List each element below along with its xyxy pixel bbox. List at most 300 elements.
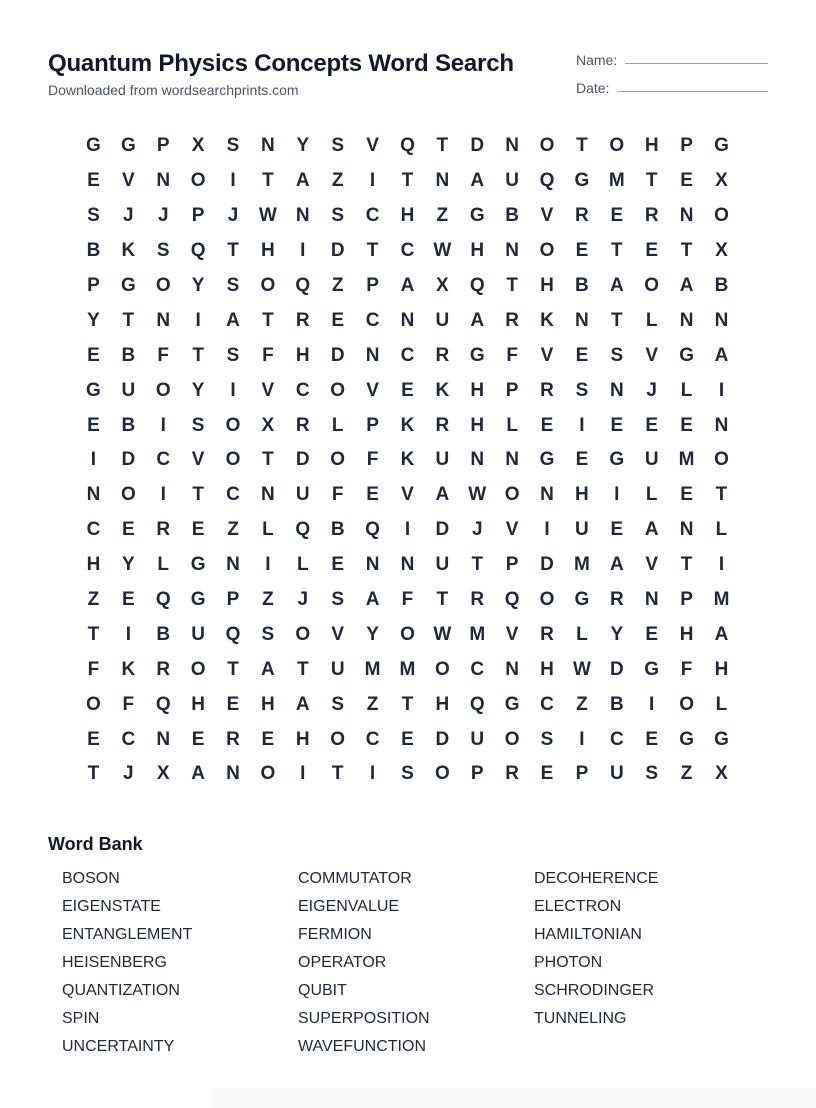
grid-letter[interactable]: E [575,240,589,262]
grid-letter[interactable]: G [469,205,485,227]
grid-letter[interactable]: N [714,309,729,331]
grid-letter[interactable]: M [364,658,381,680]
grid-letter[interactable]: C [609,728,624,750]
grid-letter[interactable]: U [575,519,589,541]
grid-letter[interactable]: S [540,728,554,750]
grid-letter[interactable]: H [295,344,310,366]
grid-letter[interactable]: N [505,658,519,680]
grid-letter[interactable]: E [87,344,100,366]
grid-letter[interactable]: Z [331,275,344,296]
grid-letter[interactable]: M [469,623,486,645]
grid-letter[interactable]: A [400,275,415,296]
grid-letter[interactable]: O [434,763,450,785]
grid-letter[interactable]: E [226,693,240,715]
grid-letter[interactable]: X [436,275,449,296]
grid-letter[interactable]: N [226,554,240,576]
grid-letter[interactable]: J [123,763,134,785]
grid-letter[interactable]: R [575,205,589,227]
grid-letter[interactable]: T [262,449,274,471]
grid-letter[interactable]: O [260,275,276,296]
grid-letter[interactable]: V [540,205,554,227]
grid-letter[interactable]: J [471,519,483,541]
grid-letter[interactable]: S [610,344,624,366]
grid-letter[interactable]: O [260,763,276,785]
date-line[interactable] [617,90,768,92]
grid-letter[interactable]: I [614,484,620,506]
grid-letter[interactable]: U [191,623,205,645]
grid-letter[interactable]: D [435,519,450,541]
grid-letter[interactable]: O [714,449,729,471]
grid-letter[interactable]: K [435,379,450,401]
grid-letter[interactable]: I [230,170,236,192]
grid-letter[interactable]: P [226,589,240,611]
grid-letter[interactable]: E [87,728,100,750]
grid-letter[interactable]: T [227,658,239,680]
grid-letter[interactable]: E [680,414,693,436]
grid-letter[interactable]: Q [295,275,311,296]
grid-letter[interactable]: B [609,693,624,715]
grid-letter[interactable]: Q [504,589,520,611]
grid-letter[interactable]: S [87,205,100,227]
grid-letter[interactable]: H [400,205,415,227]
grid-letter[interactable]: X [156,763,170,785]
grid-letter[interactable]: O [190,658,206,680]
grid-letter[interactable]: F [506,344,518,366]
grid-letter[interactable]: T [87,763,100,785]
grid-letter[interactable]: R [609,589,624,611]
grid-letter[interactable]: N [400,554,415,576]
grid-letter[interactable]: N [679,205,694,227]
grid-letter[interactable]: D [609,658,624,680]
grid-letter[interactable]: N [156,728,171,750]
grid-letter[interactable]: M [678,449,695,471]
grid-letter[interactable]: S [226,344,240,366]
grid-letter[interactable]: O [679,693,694,715]
grid-letter[interactable]: I [718,554,725,576]
grid-letter[interactable]: L [576,623,588,645]
grid-letter[interactable]: X [715,240,728,262]
grid-letter[interactable]: P [87,275,100,296]
name-field[interactable] [576,48,768,68]
grid-letter[interactable]: G [120,135,136,157]
grid-letter[interactable]: N [86,484,101,506]
grid-letter[interactable]: F [87,658,100,680]
grid-letter[interactable]: V [505,623,519,645]
grid-letter[interactable]: O [86,693,101,715]
grid-letter[interactable]: T [715,484,728,506]
grid-letter[interactable]: X [191,135,205,157]
grid-letter[interactable]: T [401,170,414,192]
grid-letter[interactable]: U [435,309,450,331]
grid-letter[interactable]: X [261,414,275,436]
grid-letter[interactable]: A [644,519,659,541]
grid-letter[interactable]: T [122,309,135,331]
grid-letter[interactable]: A [714,623,729,645]
grid-letter[interactable]: Q [469,693,485,715]
grid-letter[interactable]: Y [296,135,310,157]
grid-letter[interactable]: N [156,309,171,331]
grid-letter[interactable]: L [331,414,344,436]
grid-letter[interactable]: V [401,484,414,506]
grid-letter[interactable]: O [539,135,555,157]
grid-letter[interactable]: N [400,309,415,331]
grid-letter[interactable]: M [399,658,416,680]
grid-letter[interactable]: B [505,205,519,227]
grid-letter[interactable]: V [191,449,205,471]
grid-letter[interactable]: L [715,693,728,715]
grid-letter[interactable]: E [540,763,554,785]
grid-letter[interactable]: Z [331,170,344,192]
grid-letter[interactable]: C [121,728,136,750]
grid-letter[interactable]: G [190,589,206,611]
grid-letter[interactable]: J [227,205,239,227]
grid-letter[interactable]: P [470,763,484,785]
grid-letter[interactable]: B [714,275,729,296]
grid-letter[interactable]: R [295,309,310,331]
grid-letter[interactable]: N [365,554,380,576]
grid-letter[interactable]: I [195,309,201,331]
grid-letter[interactable]: H [644,135,659,157]
grid-letter[interactable]: D [330,240,345,262]
grid-letter[interactable]: G [120,275,136,296]
grid-letter[interactable]: S [331,693,345,715]
grid-letter[interactable]: L [262,519,274,541]
grid-letter[interactable]: T [87,623,100,645]
grid-letter[interactable]: B [86,240,101,262]
grid-letter[interactable]: H [540,658,554,680]
grid-letter[interactable]: C [365,309,380,331]
grid-letter[interactable]: V [366,379,379,401]
grid-letter[interactable]: R [435,414,450,436]
grid-letter[interactable]: L [157,554,170,576]
grid-letter[interactable]: C [400,240,415,262]
grid-letter[interactable]: D [121,449,136,471]
grid-letter[interactable]: G [469,344,485,366]
grid-letter[interactable]: R [470,589,485,611]
grid-letter[interactable]: B [121,414,136,436]
grid-letter[interactable]: L [645,484,658,506]
grid-letter[interactable]: E [121,519,135,541]
grid-letter[interactable]: Z [262,589,274,611]
grid-letter[interactable]: H [470,379,485,401]
grid-letter[interactable]: C [365,728,380,750]
grid-letter[interactable]: W [433,623,452,645]
name-line[interactable] [625,62,768,64]
grid-letter[interactable]: N [295,205,310,227]
grid-letter[interactable]: T [611,309,623,331]
grid-letter[interactable]: N [505,135,519,157]
grid-letter[interactable]: T [645,170,658,192]
grid-letter[interactable]: B [575,275,589,296]
grid-letter[interactable]: T [296,658,309,680]
grid-letter[interactable]: I [369,170,376,192]
grid-letter[interactable]: T [506,275,518,296]
grid-letter[interactable]: D [540,554,554,576]
grid-letter[interactable]: P [505,379,519,401]
date-field[interactable] [576,76,768,96]
grid-letter[interactable]: R [156,519,171,541]
grid-letter[interactable]: C [540,693,554,715]
grid-letter[interactable]: D [470,135,485,157]
grid-letter[interactable]: H [470,414,485,436]
grid-letter[interactable]: I [300,240,306,262]
grid-letter[interactable]: V [645,554,659,576]
grid-letter[interactable]: H [435,693,450,715]
grid-letter[interactable]: P [156,135,170,157]
grid-letter[interactable]: A [191,763,205,785]
grid-letter[interactable]: W [468,484,487,506]
grid-letter[interactable]: M [713,589,730,611]
grid-letter[interactable]: C [226,484,240,506]
grid-letter[interactable]: T [366,240,379,262]
grid-letter[interactable]: I [718,379,725,401]
grid-letter[interactable]: I [265,554,271,576]
grid-letter[interactable]: Q [469,275,485,296]
grid-letter[interactable]: R [644,205,659,227]
grid-letter[interactable]: R [156,658,171,680]
grid-letter[interactable]: E [610,414,624,436]
grid-letter[interactable]: P [505,554,519,576]
grid-letter[interactable]: N [261,484,275,506]
grid-letter[interactable]: U [470,728,485,750]
grid-letter[interactable]: J [297,589,309,611]
grid-letter[interactable]: P [366,414,379,436]
grid-letter[interactable]: T [262,309,274,331]
grid-letter[interactable]: F [122,693,135,715]
grid-letter[interactable]: H [295,728,310,750]
grid-letter[interactable]: I [160,484,166,506]
grid-letter[interactable]: R [540,623,554,645]
grid-letter[interactable]: K [540,309,554,331]
grid-letter[interactable]: I [649,693,655,715]
grid-letter[interactable]: O [295,623,311,645]
grid-letter[interactable]: B [121,344,136,366]
grid-letter[interactable]: E [401,379,414,401]
grid-letter[interactable]: F [401,589,414,611]
grid-letter[interactable]: O [539,240,555,262]
grid-letter[interactable]: O [225,414,241,436]
grid-letter[interactable]: C [295,379,310,401]
grid-letter[interactable]: S [226,275,240,296]
grid-letter[interactable]: Z [680,763,693,785]
grid-letter[interactable]: H [575,484,589,506]
grid-letter[interactable]: T [262,170,274,192]
grid-letter[interactable]: U [644,449,659,471]
grid-letter[interactable]: W [572,658,591,680]
grid-letter[interactable]: O [330,728,346,750]
grid-letter[interactable]: C [156,449,171,471]
grid-letter[interactable]: V [645,344,659,366]
grid-letter[interactable]: S [401,763,414,785]
grid-letter[interactable]: N [540,484,554,506]
grid-letter[interactable]: T [576,135,588,157]
grid-letter[interactable]: Q [155,693,171,715]
grid-letter[interactable]: E [261,728,275,750]
grid-letter[interactable]: N [679,309,694,331]
grid-letter[interactable]: Q [155,589,171,611]
grid-letter[interactable]: K [121,658,136,680]
grid-letter[interactable]: T [611,240,623,262]
grid-letter[interactable]: A [470,309,485,331]
grid-letter[interactable]: O [714,205,729,227]
grid-letter[interactable]: U [121,379,136,401]
grid-letter[interactable]: E [680,484,693,506]
grid-letter[interactable]: Y [121,554,135,576]
grid-letter[interactable]: P [191,205,205,227]
grid-letter[interactable]: I [369,763,376,785]
grid-letter[interactable]: E [540,414,554,436]
grid-letter[interactable]: L [296,554,309,576]
grid-letter[interactable]: V [331,623,345,645]
grid-letter[interactable]: G [86,379,101,401]
grid-letter[interactable]: A [261,658,275,680]
grid-letter[interactable]: A [295,693,310,715]
grid-letter[interactable]: G [574,589,590,611]
grid-letter[interactable]: I [544,519,550,541]
grid-letter[interactable]: R [435,344,450,366]
grid-letter[interactable]: Q [190,240,206,262]
grid-letter[interactable]: E [575,449,589,471]
grid-letter[interactable]: O [504,728,520,750]
grid-letter[interactable]: R [226,728,240,750]
grid-letter[interactable]: G [644,658,660,680]
grid-letter[interactable]: O [120,484,136,506]
grid-letter[interactable]: O [644,275,660,296]
grid-letter[interactable]: A [226,309,240,331]
grid-letter[interactable]: E [121,589,135,611]
grid-letter[interactable]: N [575,309,589,331]
grid-letter[interactable]: P [680,589,693,611]
grid-letter[interactable]: V [540,344,554,366]
grid-letter[interactable]: N [644,589,659,611]
grid-letter[interactable]: C [365,205,380,227]
grid-letter[interactable]: R [505,309,519,331]
grid-letter[interactable]: O [155,275,171,296]
grid-letter[interactable]: F [331,484,344,506]
grid-letter[interactable]: N [714,414,729,436]
grid-letter[interactable]: G [539,449,555,471]
grid-letter[interactable]: G [714,135,729,157]
grid-letter[interactable]: E [191,519,205,541]
grid-letter[interactable]: N [226,763,240,785]
grid-letter[interactable]: U [609,763,624,785]
grid-letter[interactable]: I [160,414,166,436]
grid-letter[interactable]: T [227,240,239,262]
grid-letter[interactable]: C [86,519,101,541]
grid-letter[interactable]: J [123,205,134,227]
grid-letter[interactable]: A [609,275,624,296]
grid-letter[interactable]: Q [400,135,415,157]
grid-letter[interactable]: E [645,728,659,750]
grid-letter[interactable]: U [505,170,519,192]
grid-letter[interactable]: T [471,554,484,576]
grid-letter[interactable]: S [156,240,170,262]
grid-letter[interactable]: Z [227,519,239,541]
grid-letter[interactable]: U [435,449,450,471]
grid-letter[interactable]: E [645,240,659,262]
grid-letter[interactable]: O [609,135,625,157]
grid-letter[interactable]: G [679,728,694,750]
grid-letter[interactable]: O [155,379,171,401]
grid-letter[interactable]: I [230,379,236,401]
grid-letter[interactable]: V [366,135,379,157]
grid-letter[interactable]: E [331,554,345,576]
grid-letter[interactable]: G [679,344,694,366]
grid-letter[interactable]: T [192,344,204,366]
grid-letter[interactable]: A [435,484,450,506]
grid-letter[interactable]: R [505,763,519,785]
grid-letter[interactable]: Z [576,693,588,715]
grid-letter[interactable]: E [331,309,345,331]
grid-letter[interactable]: U [330,658,345,680]
grid-letter[interactable]: L [680,379,693,401]
grid-letter[interactable]: T [401,693,414,715]
grid-letter[interactable]: N [679,519,694,541]
grid-letter[interactable]: H [261,240,275,262]
grid-letter[interactable]: S [261,623,275,645]
grid-letter[interactable]: E [680,170,693,192]
grid-letter[interactable]: I [404,519,411,541]
grid-letter[interactable]: O [190,170,206,192]
grid-letter[interactable]: H [540,275,554,296]
grid-letter[interactable]: F [262,344,274,366]
grid-letter[interactable]: O [539,589,555,611]
grid-letter[interactable]: I [90,449,97,471]
grid-letter[interactable]: I [300,763,306,785]
grid-letter[interactable]: T [436,135,449,157]
grid-letter[interactable]: Z [366,693,379,715]
grid-letter[interactable]: A [470,170,485,192]
grid-letter[interactable]: Y [87,309,100,331]
grid-letter[interactable]: T [331,763,344,785]
grid-letter[interactable]: Y [366,623,379,645]
grid-letter[interactable]: C [400,344,415,366]
grid-letter[interactable]: G [609,449,625,471]
grid-letter[interactable]: E [645,414,659,436]
grid-letter[interactable]: N [365,344,380,366]
grid-letter[interactable]: E [191,728,205,750]
grid-letter[interactable]: N [156,170,171,192]
grid-letter[interactable]: F [680,658,693,680]
grid-letter[interactable]: G [714,728,729,750]
grid-letter[interactable]: F [366,449,379,471]
grid-letter[interactable]: I [125,623,131,645]
grid-letter[interactable]: W [258,205,277,227]
grid-letter[interactable]: P [575,763,589,785]
grid-letter[interactable]: N [505,449,519,471]
grid-letter[interactable]: D [330,344,345,366]
grid-letter[interactable]: Y [610,623,624,645]
grid-letter[interactable]: E [610,519,624,541]
grid-letter[interactable]: N [435,170,450,192]
grid-letter[interactable]: Y [191,275,205,296]
grid-letter[interactable]: N [470,449,485,471]
grid-letter[interactable]: Z [87,589,100,611]
grid-letter[interactable]: B [156,623,171,645]
grid-letter[interactable]: U [435,554,450,576]
grid-letter[interactable]: T [192,484,204,506]
grid-letter[interactable]: M [608,170,625,192]
grid-letter[interactable]: O [225,449,241,471]
grid-letter[interactable]: I [579,414,585,436]
grid-letter[interactable]: D [295,449,310,471]
grid-letter[interactable]: P [680,135,693,157]
grid-letter[interactable]: S [331,589,345,611]
grid-letter[interactable]: Q [365,519,380,541]
grid-letter[interactable]: X [715,170,728,192]
grid-letter[interactable]: N [609,379,624,401]
grid-letter[interactable]: H [714,658,729,680]
